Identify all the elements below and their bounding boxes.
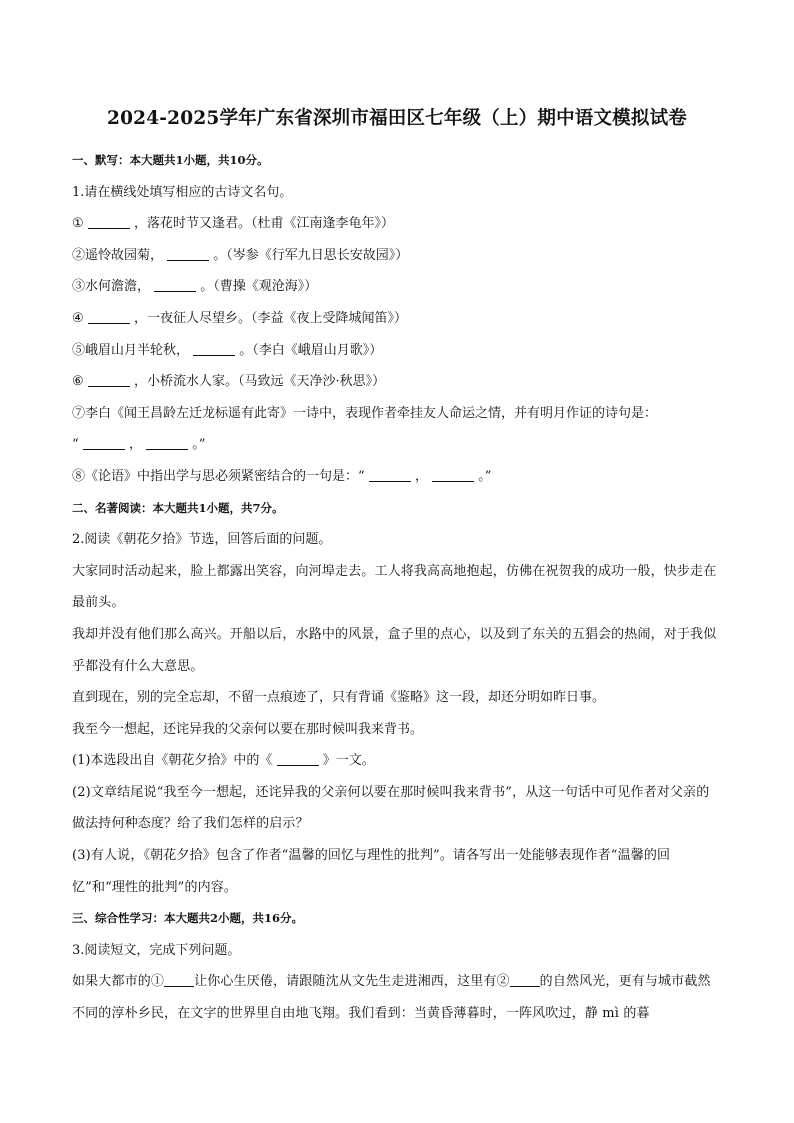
open-quote: “ — [72, 437, 79, 453]
passage-paragraph: 我至今一想起，还诧异我的父亲何以要在那时候叫我来背书。 — [72, 721, 424, 737]
section-heading: 三、综合性学习：本大题共2小题，共16分。 — [72, 911, 304, 926]
close-quote: 。” — [192, 437, 206, 453]
passage-text: 如果大都市的① — [72, 974, 165, 990]
passage-paragraph: 大家同时活动起来，脸上都露出笑容，向河埠走去。工人将我高高地抱起，仿佛在祝贺我的成功一般，快步走在最前头。 — [72, 563, 717, 611]
section-heading: 一、默写：本大题共1小题，共10分。 — [72, 153, 269, 167]
answer-blank[interactable] — [167, 246, 209, 261]
exam-body — [72, 145, 722, 1030]
item-prefix: ① — [72, 216, 84, 232]
item-prefix: ⑧《论语》中指出学与思必须紧密结合的一句是：“ — [72, 468, 365, 484]
poem-item — [72, 271, 722, 303]
answer-blank[interactable] — [88, 372, 130, 387]
item-suffix: ，落花时节又逢君。（杜甫《江南逢李龟年》） — [133, 216, 394, 232]
comma: ， — [128, 437, 142, 453]
sub-question-text: 》一文。 — [322, 753, 375, 769]
poem-item — [72, 240, 722, 272]
answer-blank[interactable] — [510, 972, 540, 987]
answer-blank[interactable] — [83, 435, 125, 450]
passage-paragraph: 直到现在，别的完全忘却，不留一点痕迹了，只有背诵《鉴略》这一段，却还分明如昨日事。 — [72, 690, 606, 706]
sub-question-3: (3)有人说，《朝花夕拾》包含了作者“温馨的回忆与理性的批判”。请各写出一处能够表现作者“温馨的回忆”和“理性的批判”的内容。 — [72, 848, 671, 895]
item-suffix: ，小桥流水人家。（马致远《天净沙·秋思》） — [133, 374, 386, 390]
sub-question-2: (2)文章结尾说“我至今一想起，还诧异我的父亲何以要在那时候叫我来背书”，从这一句话中可见作者对父亲的做法持何种态度？给了我们怎样的启示？ — [72, 784, 710, 832]
passage-text: 的自然风光，更有与城市截然不同的淳朴乡民，在文字的世界里自由地飞翔。我们看到：当黄昏薄暮时，一阵风吹过，静 mì 的暮 — [72, 974, 711, 1022]
passage-text: 让你心生厌倦，请跟随沈从文先生走进湘西，这里有② — [194, 974, 510, 990]
poem-item-7: ⑦李白《闻王昌龄左迁龙标遥有此寄》一诗中，表现作者牵挂友人命运之情，并有明月作证的诗句是： — [72, 405, 658, 421]
answer-blank[interactable] — [146, 435, 188, 450]
answer-blank[interactable] — [193, 341, 235, 356]
item-prefix: ②遥怜故园菊， — [72, 247, 164, 263]
passage-paragraph: 我却并没有他们那么高兴。开船以后，水路中的风景，盒子里的点心，以及到了东关的五猖会的热闹，对于我似乎都没有什么大意思。 — [72, 626, 717, 674]
question-intro: 2.阅读《朝花夕拾》节选，回答后面的问题。 — [72, 532, 332, 548]
answer-blank[interactable] — [369, 467, 411, 482]
poem-item-8 — [72, 461, 722, 493]
item-prefix: ⑥ — [72, 374, 84, 390]
sub-question-1 — [72, 745, 722, 777]
item-prefix: ⑤峨眉山月半轮秋， — [72, 342, 190, 358]
poem-item-7-answer — [72, 429, 722, 461]
answer-blank[interactable] — [88, 214, 130, 229]
answer-blank[interactable] — [154, 277, 196, 292]
sub-question-text: (1)本选段出自《朝花夕拾》中的《 — [72, 753, 273, 769]
poem-item — [72, 303, 722, 335]
passage-paragraph — [72, 966, 722, 1029]
page-title: 2024-2025学年广东省深圳市福田区七年级（上）期中语文模拟试卷 — [107, 108, 687, 129]
poem-item — [72, 366, 722, 398]
answer-blank[interactable] — [277, 751, 319, 766]
item-suffix: 。（李白《峨眉山月歌》） — [239, 342, 383, 358]
close-quote: 。” — [478, 468, 492, 484]
question-intro: 1.请在横线处填写相应的古诗文名句。 — [72, 184, 293, 200]
item-suffix: ，一夜征人尽望乡。（李益《夜上受降城闻笛》） — [133, 310, 407, 326]
answer-blank[interactable] — [164, 972, 194, 987]
poem-item — [72, 208, 722, 240]
item-suffix: 。（岑参《行军九日思长安故园》） — [213, 247, 409, 263]
item-suffix: 。（曹操《观沧海》） — [200, 279, 318, 295]
question-intro: 3.阅读短文，完成下列问题。 — [72, 942, 241, 958]
poem-item — [72, 335, 722, 367]
answer-blank[interactable] — [432, 467, 474, 482]
section-heading: 二、名著阅读：本大题共1小题，共7分。 — [72, 500, 284, 515]
item-prefix: ④ — [72, 310, 84, 326]
item-prefix: ③水何澹澹， — [72, 279, 151, 295]
answer-blank[interactable] — [88, 309, 130, 324]
comma: ， — [414, 468, 428, 484]
